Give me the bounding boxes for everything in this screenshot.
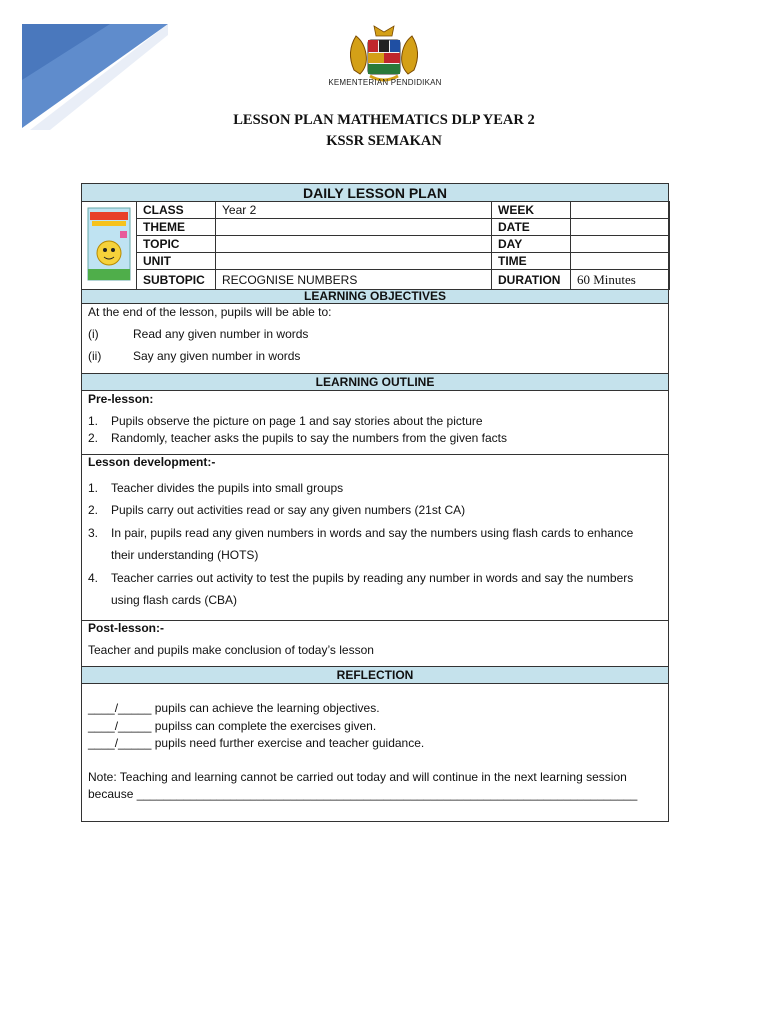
theme-value bbox=[216, 219, 492, 236]
unit-label: UNIT bbox=[137, 253, 216, 270]
topic-label: TOPIC bbox=[137, 236, 216, 253]
development-item-continued: using flash cards (CBA) bbox=[111, 593, 238, 607]
date-label: DATE bbox=[492, 219, 571, 236]
development-item: Teacher divides the pupils into small groups bbox=[111, 481, 344, 495]
learning-outline-header: LEARNING OUTLINE bbox=[81, 373, 669, 391]
subtopic-value: RECOGNISE NUMBERS bbox=[216, 270, 492, 290]
list-number: 2. bbox=[88, 503, 99, 517]
date-value bbox=[571, 219, 670, 236]
day-value bbox=[571, 236, 670, 253]
duration-value: 60 Minutes bbox=[571, 270, 670, 290]
reflection-line: ____/_____ pupils can achieve the learning objectives. bbox=[88, 701, 380, 715]
week-value bbox=[571, 202, 670, 219]
lesson-info-table bbox=[81, 201, 670, 290]
time-value bbox=[571, 253, 670, 270]
section-divider bbox=[81, 620, 669, 621]
topic-value bbox=[216, 236, 492, 253]
textbook-cover bbox=[82, 202, 137, 290]
objective-item: Say any given number in words bbox=[133, 349, 301, 363]
learning-objectives-header: LEARNING OBJECTIVES bbox=[81, 289, 669, 304]
objective-marker: (i) bbox=[88, 327, 99, 341]
post-lesson-title: Post-lesson:- bbox=[88, 621, 165, 635]
development-item: Pupils carry out activities read or say any given numbers (21st CA) bbox=[111, 503, 466, 517]
development-item-continued: their understanding (HOTS) bbox=[111, 548, 259, 562]
development-item: Teacher carries out activity to test the pupils by reading any number in words and say the numbers bbox=[111, 571, 634, 585]
theme-label: THEME bbox=[137, 219, 216, 236]
pre-lesson-item: Randomly, teacher asks the pupils to say the numbers from the given facts bbox=[111, 431, 507, 445]
corner-decoration bbox=[0, 0, 170, 130]
week-label: WEEK bbox=[492, 202, 571, 219]
objectives-intro: At the end of the lesson, pupils will be able to: bbox=[88, 305, 332, 319]
textbook-cover-icon bbox=[87, 207, 131, 281]
document-title: LESSON PLAN MATHEMATICS DLP YEAR 2 bbox=[233, 112, 535, 128]
reflection-line: ____/_____ pupils need further exercise and teacher guidance. bbox=[88, 736, 425, 750]
list-number: 2. bbox=[88, 431, 99, 445]
objective-marker: (ii) bbox=[88, 349, 102, 363]
list-number: 3. bbox=[88, 526, 99, 540]
development-item: In pair, pupils read any given numbers in words and say the numbers using flash cards to enhance bbox=[111, 526, 634, 540]
duration-label: DURATION bbox=[492, 270, 571, 290]
crest-text: KEMENTERIAN PENDIDIKAN bbox=[328, 78, 442, 87]
time-label: TIME bbox=[492, 253, 571, 270]
reflection-note-continued: because ___________________________________________________________________________ bbox=[88, 787, 638, 801]
unit-value bbox=[216, 253, 492, 270]
list-number: 4. bbox=[88, 571, 99, 585]
subtopic-label: SUBTOPIC bbox=[137, 270, 216, 290]
list-number: 1. bbox=[88, 414, 99, 428]
reflection-note: Note: Teaching and learning cannot be carried out today and will continue in the next learning session bbox=[88, 770, 627, 784]
post-lesson-text: Teacher and pupils make conclusion of today’s lesson bbox=[88, 643, 374, 657]
class-label: CLASS bbox=[137, 202, 216, 219]
reflection-line: ____/_____ pupilss can complete the exercises given. bbox=[88, 719, 377, 733]
daily-lesson-plan-header: DAILY LESSON PLAN bbox=[81, 183, 669, 202]
list-number: 1. bbox=[88, 481, 99, 495]
pre-lesson-item: Pupils observe the picture on page 1 and say stories about the picture bbox=[111, 414, 483, 428]
pre-lesson-title: Pre-lesson: bbox=[88, 392, 154, 406]
document-subtitle: KSSR SEMAKAN bbox=[326, 133, 442, 149]
class-value: Year 2 bbox=[216, 202, 492, 219]
day-label: DAY bbox=[492, 236, 571, 253]
objective-item: Read any given number in words bbox=[133, 327, 309, 341]
reflection-header: REFLECTION bbox=[81, 666, 669, 684]
lesson-development-title: Lesson development:- bbox=[88, 455, 216, 469]
